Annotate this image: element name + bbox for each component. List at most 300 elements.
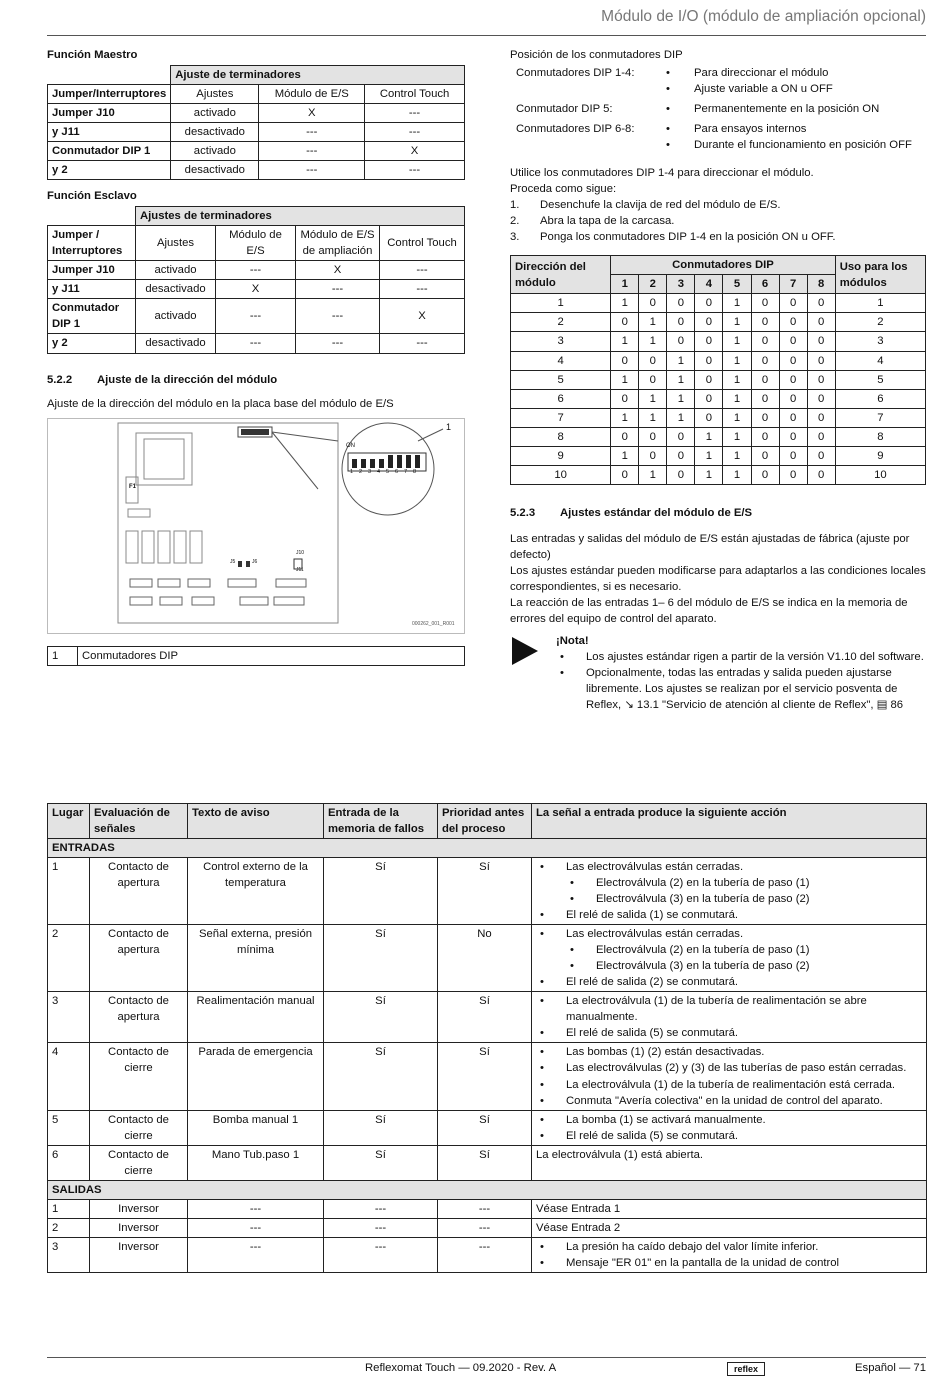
table-row — [48, 123, 465, 142]
action-cell — [532, 992, 927, 1043]
table-cell: 1 — [611, 408, 639, 427]
dip-digit: 8 — [413, 468, 417, 475]
table-cell: 1 — [667, 389, 695, 408]
table-cell: 7 — [511, 408, 611, 427]
table-cell: --- — [216, 261, 296, 280]
table-cell: --- — [438, 1237, 532, 1272]
table-cell: activado — [136, 299, 216, 334]
action-line: • El relé de salida (1) se conmutará. — [536, 907, 922, 923]
table-cell: --- — [259, 123, 365, 142]
table-cell: Sí — [438, 1145, 532, 1180]
table-cell: 7 — [835, 408, 925, 427]
footer-lang: Español — [855, 1362, 896, 1374]
table-cell: 0 — [779, 313, 807, 332]
action-cell — [532, 1199, 927, 1218]
table-cell: 0 — [639, 294, 667, 313]
table-cell: 0 — [695, 351, 723, 370]
section-text: Las entradas y salidas del módulo de E/S están ajustadas de fábrica (ajuste por defecto) — [510, 532, 910, 561]
note-page[interactable]: 86 — [890, 699, 904, 712]
table-cell: 9 — [835, 446, 925, 465]
dip-key: Conmutadores DIP 1-4: — [516, 67, 635, 80]
table-row — [48, 1199, 927, 1218]
master-title: Función Maestro — [47, 49, 138, 61]
table-cell: 0 — [751, 427, 779, 446]
table-cell: activado — [171, 104, 259, 123]
table-row — [511, 313, 926, 332]
table-row — [48, 925, 927, 992]
table-row — [48, 299, 465, 334]
table-cell: --- — [438, 1199, 532, 1218]
table-cell: 0 — [695, 389, 723, 408]
section-title: Ajustes estándar del módulo de E/S — [560, 506, 753, 519]
action-cell — [532, 1110, 927, 1145]
dip-digit: 4 — [377, 468, 381, 475]
table-cell: 1 — [48, 1199, 90, 1218]
action-line: • El relé de salida (5) se conmutará. — [536, 1025, 922, 1041]
dip-digit: 7 — [404, 468, 408, 475]
table-cell: Conmutador DIP 1 — [48, 142, 171, 161]
table-cell: --- — [296, 334, 380, 353]
table-cell: --- — [296, 299, 380, 334]
table-cell: 9 — [511, 446, 611, 465]
table-cell: Sí — [324, 1110, 438, 1145]
table-cell: 0 — [667, 465, 695, 484]
dip-row — [516, 121, 928, 137]
table-cell: 1 — [723, 294, 751, 313]
dip-col-head: 8 — [807, 275, 835, 294]
table-cell: Señal externa, presión mínima — [188, 925, 324, 992]
table-cell: Sí — [438, 1110, 532, 1145]
table-cell: Sí — [324, 1043, 438, 1110]
section-number: 5.2.3 — [510, 506, 536, 519]
table-cell: 2 — [48, 925, 90, 992]
table-cell: --- — [188, 1218, 324, 1237]
action-line: • Conmuta "Avería colectiva" en la unidad de control del aparato. — [536, 1093, 922, 1109]
table-cell: 5 — [48, 1110, 90, 1145]
table-cell: X — [216, 280, 296, 299]
table-row — [48, 1237, 927, 1272]
table-cell: 3 — [48, 992, 90, 1043]
table-cell: 1 — [639, 408, 667, 427]
dip-title: Posición de los conmutadores DIP — [510, 49, 683, 61]
table-row — [511, 389, 926, 408]
dip-digit: 5 — [386, 468, 390, 475]
col-head: Módulo de E/S de ampliación — [296, 226, 380, 261]
dip-col-head: 7 — [779, 275, 807, 294]
table-cell: 0 — [779, 370, 807, 389]
table-cell: 0 — [779, 427, 807, 446]
table-cell: Realimentación manual — [188, 992, 324, 1043]
table-cell: 3 — [835, 332, 925, 351]
action-line: • Mensaje "ER 01" en la pantalla de la unidad de control — [536, 1255, 922, 1271]
table-row — [48, 261, 465, 280]
table-cell: 0 — [695, 370, 723, 389]
table-cell: 0 — [611, 427, 639, 446]
table-cell: 0 — [751, 446, 779, 465]
table-cell: 0 — [667, 313, 695, 332]
f1-label: F1 — [129, 483, 137, 490]
table-row — [511, 332, 926, 351]
step-text: Ponga los conmutadores DIP 1-4 en la posición ON u OFF. — [540, 231, 836, 244]
table-row — [511, 446, 926, 465]
table-cell: 2 — [511, 313, 611, 332]
table-cell: 8 — [835, 427, 925, 446]
footer-rule — [47, 1357, 926, 1358]
table-row — [48, 1218, 927, 1237]
col-head: Jumper / Interruptores — [48, 226, 136, 261]
right-column — [510, 47, 928, 713]
dip-digit: 6 — [395, 468, 399, 475]
col-head: Evaluación de señales — [90, 804, 188, 839]
table-cell: 4 — [511, 351, 611, 370]
table-cell: 1 — [611, 294, 639, 313]
table-cell: --- — [188, 1199, 324, 1218]
table-cell: 0 — [779, 465, 807, 484]
table-cell: 0 — [751, 370, 779, 389]
footer-doc: Reflexomat Touch — 09.2020 - Rev. A — [365, 1362, 557, 1374]
table-cell: 8 — [511, 427, 611, 446]
step-item — [510, 229, 928, 245]
table-cell: 6 — [511, 389, 611, 408]
bullet: • — [666, 123, 670, 136]
action-line: • Electroválvula (2) en la tubería de paso (1) — [536, 942, 922, 958]
table-cell: 0 — [611, 389, 639, 408]
action-line: Véase Entrada 2 — [536, 1221, 621, 1234]
table-cell: 0 — [695, 294, 723, 313]
table-cell: 0 — [639, 351, 667, 370]
dip-digit: 3 — [368, 468, 372, 475]
master-table — [47, 65, 465, 180]
table-cell: 1 — [667, 370, 695, 389]
col-head: Jumper/Interruptores — [48, 85, 171, 104]
action-line: Véase Entrada 1 — [536, 1202, 621, 1215]
step-text: Desenchufe la clavija de red del módulo de E/S. — [540, 199, 781, 212]
col-head: Control Touch — [380, 226, 465, 261]
footer-page-number: 71 — [913, 1362, 926, 1374]
table-cell: 0 — [751, 313, 779, 332]
dip-value: Durante el funcionamiento en posición OFF — [694, 139, 912, 152]
table-cell: 10 — [835, 465, 925, 484]
table-cell: --- — [380, 280, 465, 299]
table-cell: 2 — [835, 313, 925, 332]
table-cell: 0 — [751, 408, 779, 427]
table-cell: Contacto de cierre — [90, 1110, 188, 1145]
table-cell: 5 — [511, 370, 611, 389]
col-head: Prioridad antes del proceso — [438, 804, 532, 839]
table-cell: 0 — [639, 427, 667, 446]
action-cell — [532, 925, 927, 992]
table-row — [48, 1110, 927, 1145]
table-cell: Inversor — [90, 1218, 188, 1237]
table-cell: desactivado — [171, 123, 259, 142]
action-line: • La electroválvula (1) de la tubería de realimentación está cerrada. — [536, 1077, 922, 1093]
table-row — [511, 370, 926, 389]
dip-row — [516, 81, 928, 97]
footer-sep: — — [898, 1362, 911, 1374]
table-cell: Sí — [324, 925, 438, 992]
table-cell: 1 — [723, 389, 751, 408]
table-cell: 1 — [723, 351, 751, 370]
section-title: Ajuste de la dirección del módulo — [97, 373, 278, 386]
table-cell: 0 — [779, 446, 807, 465]
table-cell: 3 — [48, 1237, 90, 1272]
table-cell: Conmutador DIP 1 — [48, 299, 136, 334]
table-cell: 1 — [695, 465, 723, 484]
table-cell: 0 — [807, 389, 835, 408]
section-text: La reacción de las entradas 1– 6 del módulo de E/S se indica en la memoria de errores del equipo de control del aparato. — [510, 596, 908, 625]
table-cell: 0 — [667, 427, 695, 446]
table-cell: --- — [324, 1237, 438, 1272]
address-table — [510, 255, 926, 484]
table-cell: y J11 — [48, 280, 136, 299]
legend-text: Conmutadores DIP — [78, 646, 465, 665]
action-cell — [532, 1237, 927, 1272]
table-cell: 3 — [511, 332, 611, 351]
table-cell: 0 — [751, 465, 779, 484]
dip-key — [516, 81, 666, 97]
table-row — [511, 294, 926, 313]
board-figure — [47, 418, 465, 634]
table-cell: 0 — [751, 351, 779, 370]
table-cell: Sí — [324, 1145, 438, 1180]
table-cell: 1 — [48, 858, 90, 925]
table-cell: 0 — [639, 370, 667, 389]
dip-on-label: ON — [346, 442, 355, 449]
action-line: • La electroválvula (1) de la tubería de realimentación se abre manualmente. — [536, 993, 922, 1025]
dip-col-head: 4 — [695, 275, 723, 294]
table-cell: Jumper J10 — [48, 104, 171, 123]
page-icon: ▤ — [876, 699, 888, 712]
reflex-logo: reflex — [727, 1362, 765, 1376]
col-head: Módulo de E/S — [259, 85, 365, 104]
table-cell: 2 — [48, 1218, 90, 1237]
col-head: Dirección del módulo — [511, 256, 611, 294]
note-box — [510, 633, 928, 713]
table-row — [511, 465, 926, 484]
table-cell: --- — [365, 123, 465, 142]
dip-paragraph: Utilice los conmutadores DIP 1-4 para direccionar el módulo. — [510, 167, 814, 180]
table-cell: 1 — [667, 351, 695, 370]
table-cell: 1 — [639, 465, 667, 484]
table-cell: Contacto de apertura — [90, 858, 188, 925]
action-line: • Electroválvula (2) en la tubería de paso (1) — [536, 875, 922, 891]
col-head: Conmutadores DIP — [611, 256, 836, 275]
action-line: • Las electroválvulas están cerradas. — [536, 926, 922, 942]
col-head: Entrada de la memoria de fallos — [324, 804, 438, 839]
table-cell: --- — [365, 104, 465, 123]
table-cell: Jumper J10 — [48, 261, 136, 280]
jumper-label: J6 — [252, 558, 258, 565]
table-cell: 1 — [639, 313, 667, 332]
dip-row — [516, 101, 928, 117]
table-cell: 1 — [723, 427, 751, 446]
action-line: • El relé de salida (5) se conmutará. — [536, 1128, 922, 1144]
table-cell: 0 — [779, 351, 807, 370]
slave-title: Función Esclavo — [47, 190, 137, 203]
table-cell: X — [380, 299, 465, 334]
table-cell: activado — [136, 261, 216, 280]
table-cell: 1 — [667, 408, 695, 427]
table-cell: 1 — [723, 313, 751, 332]
section-522 — [47, 372, 465, 388]
table-cell: 0 — [667, 294, 695, 313]
dip-key: Conmutadores DIP 6-8: — [516, 123, 635, 136]
action-cell — [532, 858, 927, 925]
note-reference[interactable]: 13.1 "Servicio de atención al cliente de Reflex", — [636, 699, 874, 712]
dip-key: Conmutador DIP 5: — [516, 103, 613, 116]
step-text: Abra la tapa de la carcasa. — [540, 215, 675, 228]
table-cell: 0 — [779, 332, 807, 351]
table-row — [48, 142, 465, 161]
legend-table — [47, 646, 465, 666]
j10-label: J10 — [296, 549, 305, 556]
table-cell: 0 — [751, 294, 779, 313]
table-cell: 1 — [695, 427, 723, 446]
action-cell — [532, 1218, 927, 1237]
table-cell: --- — [216, 334, 296, 353]
dip-col-head: 3 — [667, 275, 695, 294]
section-label: ENTRADAS — [48, 839, 927, 858]
col-head: Texto de aviso — [188, 804, 324, 839]
table-cell: --- — [216, 299, 296, 334]
note-text: Opcionalmente, todas las entradas y salida pueden ajustarse libremente. Los ajustes se realizan por el servicio posventa de Reflex, — [586, 667, 898, 712]
table-cell: --- — [438, 1218, 532, 1237]
table-cell: 0 — [695, 313, 723, 332]
table-row — [48, 992, 927, 1043]
table-cell: 1 — [723, 332, 751, 351]
table-cell: X — [296, 261, 380, 280]
table-cell: Sí — [438, 858, 532, 925]
table-cell: 0 — [611, 465, 639, 484]
dip-value: Para ensayos internos — [694, 123, 807, 136]
table-cell: X — [259, 104, 365, 123]
table-cell: 0 — [807, 427, 835, 446]
header-title: Módulo de I/O (módulo de ampliación opcional) — [601, 8, 926, 25]
table-cell: 0 — [807, 332, 835, 351]
table-cell: activado — [171, 142, 259, 161]
step-item — [510, 197, 928, 213]
col-head: Módulo de E/S — [216, 226, 296, 261]
action-line: • Electroválvula (3) en la tubería de paso (2) — [536, 891, 922, 907]
dip-col-head: 1 — [611, 275, 639, 294]
table-cell: --- — [259, 142, 365, 161]
table-cell: 0 — [667, 446, 695, 465]
table-cell: Contacto de apertura — [90, 992, 188, 1043]
table-cell: 0 — [807, 408, 835, 427]
section-row — [48, 839, 927, 858]
table-cell: Inversor — [90, 1199, 188, 1218]
step-number: 3. — [510, 231, 520, 244]
table-cell: Inversor — [90, 1237, 188, 1272]
table-cell: --- — [188, 1237, 324, 1272]
table-cell: y J11 — [48, 123, 171, 142]
section-text: Los ajustes estándar pueden modificarse para adaptarlos a las condiciones locales correspondientes, si es necesario. — [510, 564, 926, 593]
dip-col-head: 2 — [639, 275, 667, 294]
table-cell: 0 — [807, 465, 835, 484]
note-text: Los ajustes estándar rigen a partir de la versión V1.10 del software. — [586, 650, 924, 663]
action-line: • La presión ha caído debajo del valor límite inferior. — [536, 1239, 922, 1255]
section-text: Ajuste de la dirección del módulo en la placa base del módulo de E/S — [47, 397, 394, 410]
table-cell: Contacto de cierre — [90, 1145, 188, 1180]
table-row — [48, 334, 465, 353]
table-row — [511, 351, 926, 370]
table-row — [48, 280, 465, 299]
io-table — [47, 803, 927, 1273]
action-line: • Electroválvula (3) en la tubería de paso (2) — [536, 958, 922, 974]
table-cell: 0 — [807, 351, 835, 370]
table-cell: 1 — [611, 446, 639, 465]
table-cell: 1 — [835, 294, 925, 313]
table-row — [48, 104, 465, 123]
dip-value: Permanentemente en la posición ON — [694, 103, 880, 116]
table-cell: 1 — [723, 408, 751, 427]
slave-group: Ajustes de terminadores — [136, 207, 465, 226]
table-cell: 1 — [723, 465, 751, 484]
legend-number: 1 — [48, 646, 78, 665]
table-cell: 1 — [639, 332, 667, 351]
action-cell — [532, 1043, 927, 1110]
j11-label: J11 — [296, 566, 304, 573]
bullet: • — [666, 67, 670, 80]
action-line: • Las electroválvulas (2) y (3) de las tuberías de paso están cerradas. — [536, 1060, 922, 1076]
table-cell: 0 — [611, 313, 639, 332]
table-cell: --- — [296, 280, 380, 299]
table-cell: 0 — [779, 294, 807, 313]
jumper-label: J5 — [230, 558, 236, 565]
table-cell: Control externo de la temperatura — [188, 858, 324, 925]
table-cell: y 2 — [48, 334, 136, 353]
table-cell: desactivado — [171, 161, 259, 180]
table-cell: --- — [380, 334, 465, 353]
table-row — [511, 427, 926, 446]
section-number: 5.2.2 — [47, 373, 73, 386]
table-cell: 4 — [48, 1043, 90, 1110]
table-cell: Sí — [438, 992, 532, 1043]
table-row — [48, 1145, 927, 1180]
table-cell: Bomba manual 1 — [188, 1110, 324, 1145]
dip-paragraph: Proceda como sigue: — [510, 183, 617, 196]
step-item — [510, 213, 928, 229]
table-cell: 0 — [807, 446, 835, 465]
table-cell: Parada de emergencia — [188, 1043, 324, 1110]
dip-col-head: 6 — [751, 275, 779, 294]
table-cell: 0 — [807, 313, 835, 332]
table-cell: X — [365, 142, 465, 161]
callout-number: 1 — [446, 421, 452, 432]
step-number: 1. — [510, 199, 520, 212]
dip-col-head: 5 — [723, 275, 751, 294]
master-group: Ajuste de terminadores — [171, 66, 465, 85]
table-cell: Contacto de cierre — [90, 1043, 188, 1110]
table-cell: 0 — [695, 332, 723, 351]
step-list — [510, 197, 928, 245]
action-line: • La bomba (1) se activará manualmente. — [536, 1112, 922, 1128]
dip-row — [516, 137, 928, 153]
table-cell: 6 — [835, 389, 925, 408]
table-cell: 0 — [751, 332, 779, 351]
table-cell: 1 — [695, 446, 723, 465]
table-cell: 5 — [835, 370, 925, 389]
table-cell: Contacto de apertura — [90, 925, 188, 992]
action-line: • Las bombas (1) (2) están desactivadas. — [536, 1044, 922, 1060]
table-cell: 0 — [807, 370, 835, 389]
note-arrow-icon — [512, 637, 538, 665]
step-number: 2. — [510, 215, 520, 228]
table-cell: Sí — [438, 1043, 532, 1110]
table-cell: 1 — [723, 446, 751, 465]
table-cell: Mano Tub.paso 1 — [188, 1145, 324, 1180]
left-column — [47, 47, 465, 666]
